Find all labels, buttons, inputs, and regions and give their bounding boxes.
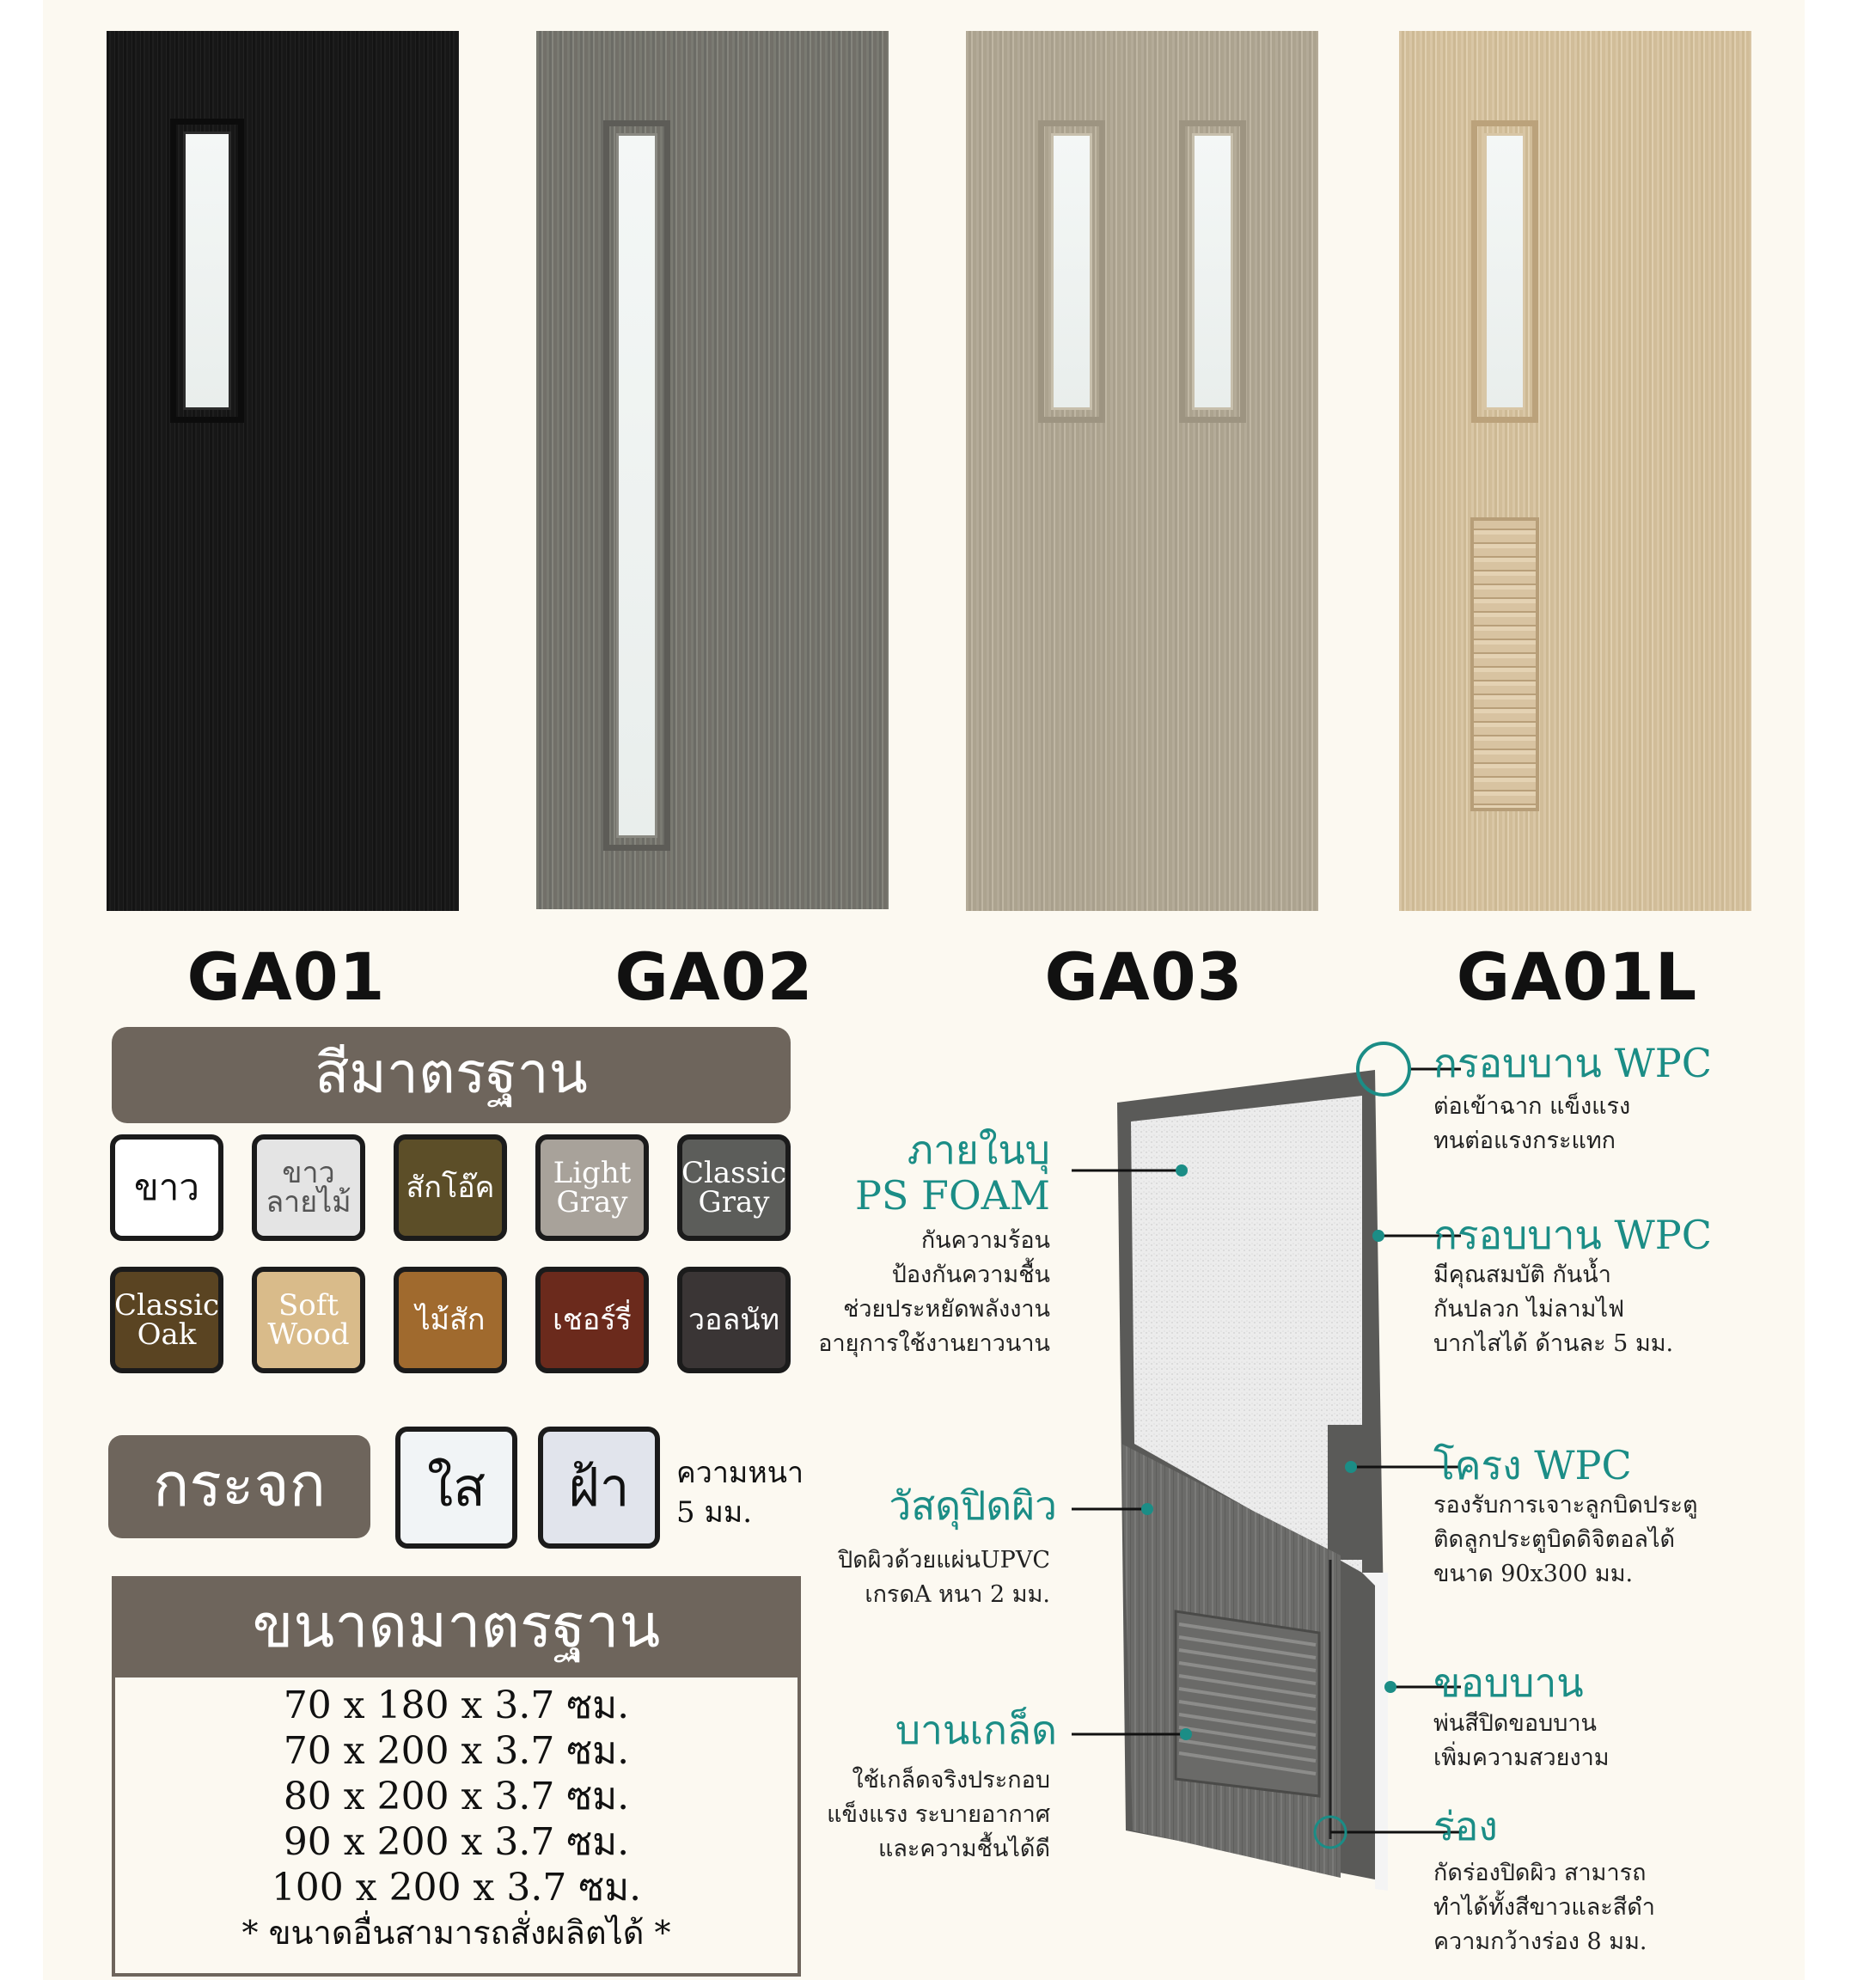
groove-desc-line: ความกว้างร่อง 8 มม.	[1433, 1928, 1647, 1955]
foam-desc-line: อายุการใช้งานยาวนาน	[818, 1330, 1050, 1357]
color-swatch-label: วอลนัท	[687, 1303, 779, 1337]
product-code: GA02	[614, 938, 814, 1015]
product-code: GA03	[1044, 938, 1244, 1015]
frame-side-title: กรอบบาน WPC	[1433, 1212, 1712, 1258]
color-swatch-label: Light Gray	[553, 1156, 632, 1219]
product-code: GA01	[186, 938, 386, 1015]
louver-desc-line: ใช้เกล็ดจริงประกอบ	[852, 1767, 1050, 1794]
glass-title: กระจก	[108, 1435, 370, 1538]
color-swatch-label: สักโอ๊ค	[406, 1170, 495, 1205]
size-row: 80 x 200 x 3.7 ซม.	[283, 1775, 630, 1818]
color-swatch-label: Classic Gray	[681, 1156, 786, 1219]
groove-desc-line: กัดร่องปิดผิว สามารถ	[1433, 1860, 1647, 1886]
louver-desc-line: และความชื้นได้ดี	[877, 1836, 1050, 1862]
door-edge-title: ขอบบาน	[1433, 1659, 1584, 1706]
wpc-core-desc-line: ติดลูกประตูบิดดิจิตอลได้	[1433, 1526, 1676, 1553]
louver-desc-line: แข็งแรง ระบายอากาศ	[827, 1801, 1050, 1828]
frame-side-desc-line: บากไสได้ ด้านละ 5 มม.	[1433, 1330, 1674, 1357]
groove-desc	[1433, 1856, 1655, 1959]
frame-side-desc-line: มีคุณสมบัติ กันน้ำ	[1433, 1262, 1611, 1288]
foam-title-line1: ภายในบุ	[907, 1127, 1050, 1173]
glass-thickness-label: ความหนา	[676, 1456, 804, 1490]
frame-corner-title: กรอบบาน WPC	[1433, 1040, 1712, 1086]
wpc-core-desc-line: รองรับการเจาะลูกบิดประตู	[1433, 1492, 1698, 1519]
product-code: GA01L	[1456, 938, 1698, 1015]
door-edge-desc	[1433, 1707, 1610, 1775]
foam-desc	[756, 1224, 1050, 1361]
color-swatch-label: ไม้สัก	[415, 1303, 486, 1337]
glass-thickness-value: 5 มม.	[676, 1495, 753, 1530]
color-swatch-label: ขาว ลายไม้	[266, 1156, 351, 1219]
wpc-core-desc-line: ขนาด 90x300 มม.	[1433, 1561, 1634, 1587]
skin-desc-line: เกรดA หนา 2 มม.	[865, 1581, 1050, 1608]
color-swatch-label: Soft Wood	[267, 1288, 350, 1352]
size-note: * ขนาดอื่นสามารถสั่งผลิตได้ *	[241, 1914, 671, 1952]
groove-title: ร่อง	[1433, 1803, 1498, 1849]
color-swatch-label: ขาว	[134, 1166, 199, 1208]
color-swatch-label: Classic Oak	[114, 1288, 219, 1352]
foam-desc-line: ป้องกันความชื้น	[891, 1262, 1050, 1288]
foam-desc-line: กันความร้อน	[920, 1227, 1050, 1254]
frame-corner-desc	[1433, 1090, 1630, 1158]
skin-title: วัสดุปิดผิว	[889, 1482, 1057, 1529]
skin-desc	[756, 1543, 1050, 1612]
size-row: 100 x 200 x 3.7 ซม.	[271, 1866, 642, 1910]
glass-clear-label: ใส	[426, 1456, 486, 1519]
louver-title: บานเกล็ด	[895, 1707, 1057, 1753]
frame-side-desc-line: กันปลวก ไม่ลามไฟ	[1433, 1296, 1625, 1323]
color-swatch-label: เชอร์รี่	[553, 1303, 632, 1337]
size-row: 70 x 200 x 3.7 ซม.	[283, 1729, 630, 1773]
frame-corner-desc-line: ทนต่อแรงกระแทก	[1433, 1128, 1616, 1154]
door-edge-desc-line: เพิ่มความสวยงาม	[1433, 1745, 1610, 1771]
foam-desc-line: ช่วยประหยัดพลังงาน	[843, 1296, 1050, 1323]
standard-sizes-title: ขนาดมาตรฐาน	[112, 1576, 801, 1678]
groove-desc-line: ทำได้ทั้งสีขาวและสีดำ	[1433, 1894, 1655, 1921]
skin-desc-line: ปิดผิวด้วยแผ่นUPVC	[838, 1547, 1050, 1574]
foam-title-line2: PS FOAM	[854, 1172, 1050, 1219]
louver-desc	[756, 1763, 1050, 1867]
door-edge-desc-line: พ่นสีปิดขอบบาน	[1433, 1710, 1597, 1737]
standard-colors-title: สีมาตรฐาน	[112, 1027, 791, 1123]
corner-highlight-circle	[1358, 1043, 1409, 1095]
frame-corner-desc-line: ต่อเข้าฉาก แข็งแรง	[1433, 1093, 1631, 1120]
wpc-core-title: โครง WPC	[1433, 1442, 1632, 1488]
size-row: 70 x 180 x 3.7 ซม.	[283, 1684, 630, 1727]
glass-frosted-label: ฝ้า	[568, 1456, 630, 1519]
size-row: 90 x 200 x 3.7 ซม.	[283, 1820, 630, 1864]
wpc-core-desc	[1433, 1488, 1698, 1592]
frame-side-desc	[1433, 1258, 1673, 1361]
